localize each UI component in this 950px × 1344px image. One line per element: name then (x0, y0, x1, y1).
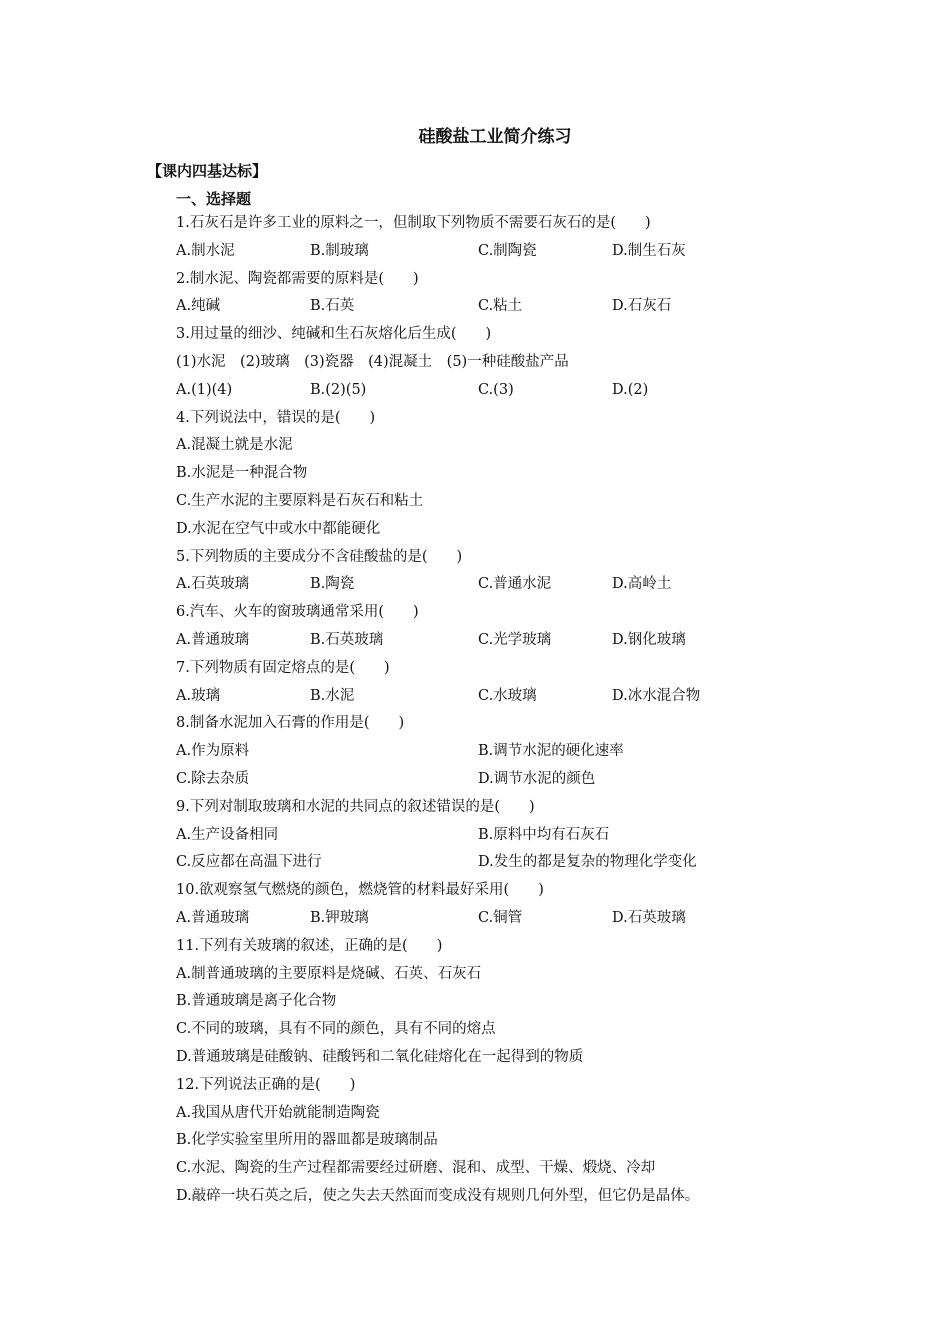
option-row (176, 822, 816, 850)
option-row (176, 683, 816, 711)
option-a: A.石英玻璃 (176, 576, 250, 593)
option-b: B.水泥是一种混合物 (176, 465, 308, 482)
option-b: B.调节水泥的硬化速率 (478, 743, 624, 760)
option-b: B.制玻璃 (310, 242, 369, 259)
option-a: A.普通玻璃 (176, 909, 250, 926)
option-c: C.除去杂质 (176, 770, 250, 787)
question-stem: 7.下列物质有固定熔点的是( ) (176, 659, 390, 676)
option-a: A.普通玻璃 (176, 631, 250, 648)
option-c: C.不同的玻璃，具有不同的颜色，具有不同的熔点 (176, 1021, 496, 1038)
option-row (176, 293, 816, 321)
option-d: D.调节水泥的颜色 (478, 770, 596, 787)
option-b: B.石英玻璃 (310, 631, 384, 648)
option-a: A.我国从唐代开始就能制造陶瓷 (176, 1104, 380, 1121)
option-c: C.反应都在高温下进行 (176, 854, 322, 871)
question-stem: 12.下列说法正确的是( ) (176, 1076, 356, 1093)
option-c: C.水玻璃 (478, 687, 537, 704)
question-extra: (1)水泥 (2)玻璃 (3)瓷器 (4)混凝土 (5)一种硅酸盐产品 (176, 353, 569, 370)
option-d: D.石灰石 (612, 298, 672, 315)
option-b: B.石英 (310, 298, 355, 315)
option-c: C.铜管 (478, 909, 523, 926)
question-stem: 4.下列说法中，错误的是( ) (176, 409, 376, 426)
question-stem: 5.下列物质的主要成分不含硅酸盐的是( ) (176, 548, 463, 565)
question-stem: 11.下列有关玻璃的叙述，正确的是( ) (176, 937, 443, 954)
option-b: B.化学实验室里所用的器皿都是玻璃制品 (176, 1132, 438, 1149)
option-row (176, 738, 816, 766)
option-c: C.普通水泥 (478, 576, 552, 593)
option-row (176, 627, 816, 655)
option-d: D.水泥在空气中或水中都能硬化 (176, 520, 381, 537)
option-a: A.玻璃 (176, 687, 221, 704)
option-d: D.发生的都是复杂的物理化学变化 (478, 854, 697, 871)
option-c: C.光学玻璃 (478, 631, 552, 648)
option-d: D.石英玻璃 (612, 909, 686, 926)
option-c: C.水泥、陶瓷的生产过程都需要经过研磨、混和、成型、干燥、煅烧、冷却 (176, 1160, 656, 1177)
option-a: A.纯碱 (176, 298, 221, 315)
subsection-heading: 一、选择题 (176, 190, 252, 208)
option-row (176, 905, 816, 933)
option-b: B.(2)(5) (310, 381, 367, 398)
option-row (176, 766, 816, 794)
option-row (176, 238, 816, 266)
option-c: C.制陶瓷 (478, 242, 537, 259)
option-d: D.制生石灰 (612, 242, 686, 259)
option-b: B.原料中均有石灰石 (478, 826, 610, 843)
page-title: 硅酸盐工业简介练习 (418, 127, 572, 147)
option-a: A.制水泥 (176, 242, 235, 259)
question-stem: 6.汽车、火车的窗玻璃通常采用( ) (176, 604, 419, 621)
option-d: D.冰水混合物 (612, 687, 701, 704)
option-d: D.(2) (612, 381, 649, 398)
option-a: A.混凝土就是水泥 (176, 437, 293, 454)
question-stem: 8.制备水泥加入石膏的作用是( ) (176, 715, 405, 732)
option-a: A.作为原料 (176, 743, 250, 760)
section-heading: 【课内四基达标】 (147, 162, 268, 180)
option-d: D.敲碎一块石英之后，使之失去天然面而变成没有规则几何外型，但它仍是晶体。 (176, 1187, 700, 1204)
question-stem: 10.欲观察氢气燃烧的颜色，燃烧管的材料最好采用( ) (176, 882, 544, 899)
option-d: D.普通玻璃是硅酸钠、硅酸钙和二氧化硅熔化在一起得到的物质 (176, 1048, 584, 1065)
option-c: C.粘土 (478, 298, 523, 315)
question-stem: 2.制水泥、陶瓷都需要的原料是( ) (176, 270, 419, 287)
question-stem: 9.下列对制取玻璃和水泥的共同点的叙述错误的是( ) (176, 798, 535, 815)
option-b: B.普通玻璃是离子化合物 (176, 993, 337, 1010)
option-c: C.(3) (478, 381, 514, 398)
option-d: D.高岭土 (612, 576, 672, 593)
option-c: C.生产水泥的主要原料是石灰石和粘土 (176, 492, 424, 509)
option-a: A.生产设备相同 (176, 826, 279, 843)
option-d: D.钢化玻璃 (612, 631, 686, 648)
question-list (176, 210, 816, 1211)
option-b: B.陶瓷 (310, 576, 355, 593)
question-stem: 3.用过量的细沙、纯碱和生石灰熔化后生成( ) (176, 326, 492, 343)
option-b: B.水泥 (310, 687, 355, 704)
question-stem: 1.石灰石是许多工业的原料之一，但制取下列物质不需要石灰石的是( ) (176, 215, 651, 231)
option-row (176, 377, 816, 405)
option-b: B.钾玻璃 (310, 909, 369, 926)
option-a: A.制普通玻璃的主要原料是烧碱、石英、石灰石 (176, 965, 482, 982)
option-a: A.(1)(4) (176, 381, 233, 398)
option-row (176, 849, 816, 877)
option-row (176, 571, 816, 599)
